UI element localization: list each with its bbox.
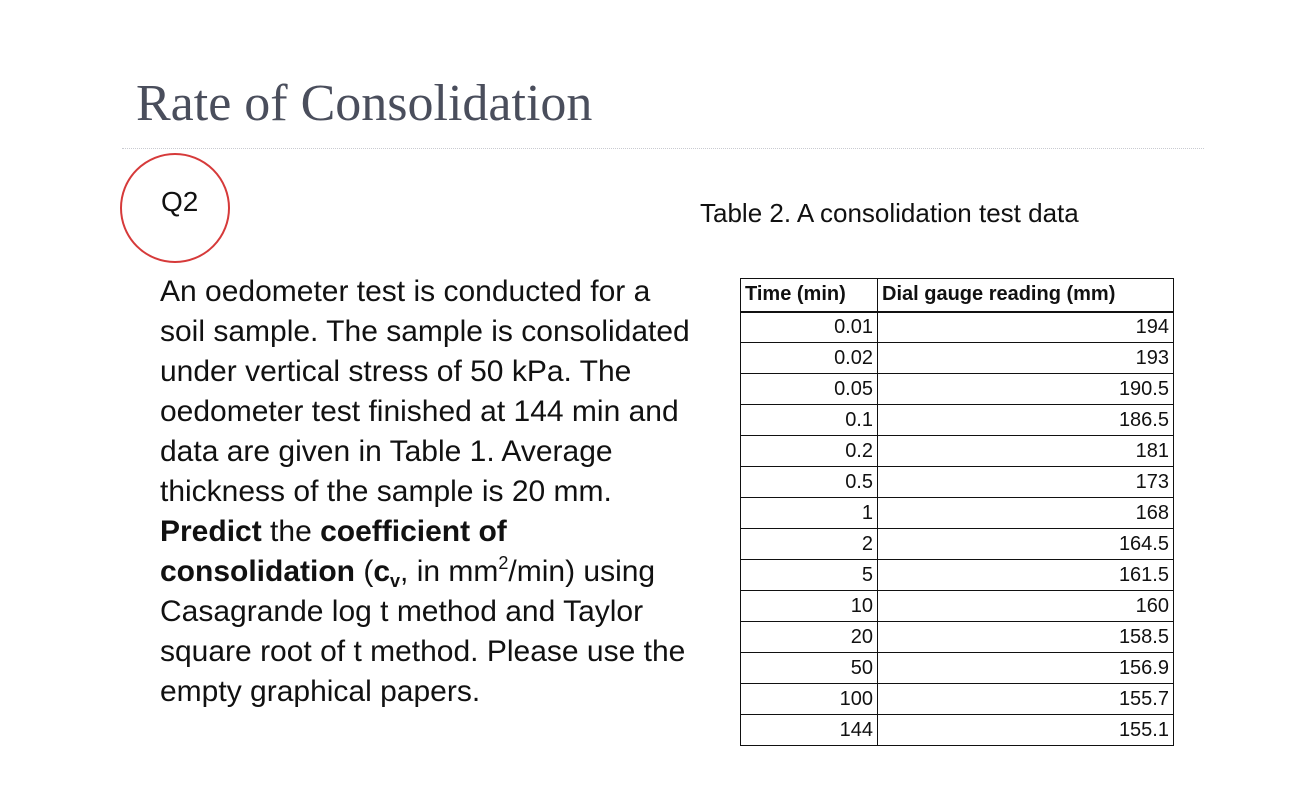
table-row [741, 653, 1174, 684]
time-cell: 0.1 [741, 405, 878, 436]
question-fragment: ( [355, 555, 374, 588]
time-cell: 0.2 [741, 436, 878, 467]
question-line: square root of t method. Please use the [160, 635, 686, 668]
table-row [741, 622, 1174, 653]
predict-keyword: Predict [160, 515, 262, 548]
question-line: An oedometer test is conducted for a [160, 275, 651, 308]
reading-cell: 160 [878, 591, 1174, 622]
consolidation-keyword: consolidation [160, 555, 355, 588]
table-row [741, 498, 1174, 529]
question-number: Q2 [161, 186, 199, 217]
unit-superscript: 2 [498, 553, 509, 573]
time-cell: 0.01 [741, 312, 878, 343]
reading-cell: 161.5 [878, 560, 1174, 591]
time-cell: 1 [741, 498, 878, 529]
time-cell: 144 [741, 715, 878, 746]
time-cell: 10 [741, 591, 878, 622]
table-row [741, 467, 1174, 498]
table-caption: Table 2. A consolidation test data [700, 198, 1079, 228]
column-header-dial-gauge: Dial gauge reading (mm) [878, 279, 1174, 312]
table-header-row [741, 279, 1174, 312]
time-cell: 0.02 [741, 343, 878, 374]
cv-subscript: v [390, 571, 401, 591]
table-row [741, 343, 1174, 374]
table-row [741, 312, 1174, 343]
question-fragment: , in mm [400, 555, 499, 588]
consolidation-data-table [740, 278, 1174, 746]
table-row [741, 529, 1174, 560]
reading-cell: 155.7 [878, 684, 1174, 715]
time-cell: 2 [741, 529, 878, 560]
question-line: data are given in Table 1. Average [160, 435, 613, 468]
coefficient-keyword: coefficient of [320, 515, 507, 548]
reading-cell: 173 [878, 467, 1174, 498]
reading-cell: 164.5 [878, 529, 1174, 560]
question-line [160, 512, 720, 552]
column-header-time: Time (min) [741, 279, 878, 312]
title-divider [122, 148, 1204, 149]
question-line: Casagrande log t method and Taylor [160, 595, 644, 628]
question-line: soil sample. The sample is consolidated [160, 315, 690, 348]
question-line: under vertical stress of 50 kPa. The [160, 355, 632, 388]
table-row [741, 436, 1174, 467]
table-row [741, 715, 1174, 746]
table-row [741, 405, 1174, 436]
time-cell: 5 [741, 560, 878, 591]
reading-cell: 193 [878, 343, 1174, 374]
time-cell: 0.5 [741, 467, 878, 498]
reading-cell: 181 [878, 436, 1174, 467]
cv-symbol: c [373, 555, 391, 588]
reading-cell: 190.5 [878, 374, 1174, 405]
time-cell: 100 [741, 684, 878, 715]
time-cell: 20 [741, 622, 878, 653]
slide-title: Rate of Consolidation [136, 75, 593, 132]
question-fragment: the [261, 515, 321, 548]
question-fragment: /min) using [508, 555, 656, 588]
reading-cell: 194 [878, 312, 1174, 343]
reading-cell: 186.5 [878, 405, 1174, 436]
question-text [160, 272, 720, 712]
question-line: empty graphical papers. [160, 675, 481, 708]
question-line: oedometer test finished at 144 min and [160, 395, 679, 428]
question-line [160, 552, 720, 592]
time-cell: 0.05 [741, 374, 878, 405]
time-cell: 50 [741, 653, 878, 684]
table-row [741, 374, 1174, 405]
reading-cell: 156.9 [878, 653, 1174, 684]
question-line: thickness of the sample is 20 mm. [160, 475, 612, 508]
table-row [741, 560, 1174, 591]
table-row [741, 591, 1174, 622]
reading-cell: 168 [878, 498, 1174, 529]
reading-cell: 155.1 [878, 715, 1174, 746]
reading-cell: 158.5 [878, 622, 1174, 653]
table-row [741, 684, 1174, 715]
